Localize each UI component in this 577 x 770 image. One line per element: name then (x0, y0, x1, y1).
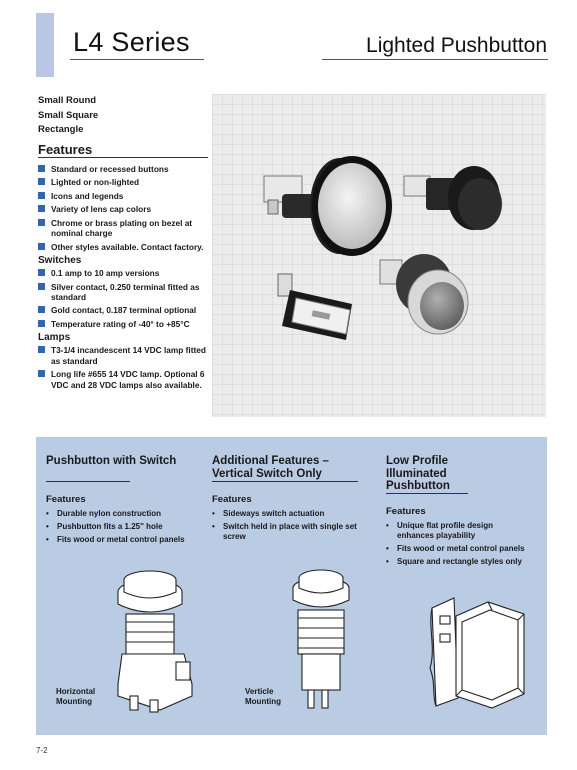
column-title-rule (386, 493, 468, 494)
page-number: 7-2 (36, 746, 48, 755)
column-features-heading: Features (46, 494, 86, 505)
list-item: Gold contact, 0.187 terminal optional (38, 305, 210, 315)
bullet-icon (38, 178, 45, 185)
list-item: Chrome or brass plating on bezel at nominal charge (38, 218, 210, 239)
column-features-block (46, 509, 206, 548)
lamps-heading: Lamps (38, 332, 71, 344)
list-item: Other styles available. Contact factory. (38, 242, 210, 252)
low-profile-drawing (426, 588, 536, 718)
bullet-icon (38, 306, 45, 313)
features-block (38, 164, 210, 393)
list-item: Temperature rating of -40° to +85°C (38, 319, 210, 329)
bullet-icon (38, 219, 45, 226)
list-item: • Switch held in place with single set screw (212, 522, 372, 542)
column-features-heading: Features (386, 506, 426, 517)
list-item: Long life #655 14 VDC lamp. Optional 6 VDC and 28 VDC lamps also available. (38, 369, 210, 390)
list-item: • Pushbutton fits a 1.25" hole (46, 522, 206, 532)
features-heading: Features (38, 142, 93, 157)
lamps-list (38, 345, 210, 389)
list-item: • Durable nylon construction (46, 509, 206, 519)
bullet-icon (38, 346, 45, 353)
list-item: Icons and legends (38, 191, 210, 201)
list-item: • Fits wood or metal control panels (46, 535, 206, 545)
bullet-icon (38, 269, 45, 276)
series-title: L4 Series (73, 27, 190, 57)
bullet-icon (38, 165, 45, 172)
column-title-rule (212, 481, 358, 482)
style-item: Small Round (38, 95, 97, 106)
product-title: Lighted Pushbutton (366, 34, 547, 57)
switches-list (38, 268, 210, 329)
column-title-vertical-switch: Additional Features – Vertical Switch Only (212, 455, 329, 480)
style-list (38, 94, 98, 138)
bullet-icon (38, 205, 45, 212)
list-item: Variety of lens cap colors (38, 204, 210, 214)
list-item: • Square and rectangle styles only (386, 557, 526, 567)
column-features-list (212, 509, 372, 542)
horizontal-mounting-label: Horizontal Mounting (56, 687, 96, 706)
product-title-rule (322, 59, 548, 60)
switches-heading: Switches (38, 255, 82, 267)
column-title-low-profile: Low Profile Illuminated Pushbutton (386, 455, 450, 492)
column-title-rule (46, 481, 130, 482)
style-item: Rectangle (38, 124, 84, 135)
horizontal-mount-drawing (100, 566, 210, 721)
list-item: • Unique flat profile design enhances playability (386, 521, 526, 541)
list-item: • Sideways switch actuation (212, 509, 372, 519)
list-item: 0.1 amp to 10 amp versions (38, 268, 210, 278)
bullet-icon (38, 243, 45, 250)
column-title-pushbutton-switch: Pushbutton with Switch (46, 455, 177, 467)
product-photo (212, 94, 546, 417)
bullet-icon (38, 192, 45, 199)
list-item: T3-1/4 incandescent 14 VDC lamp fitted as standard (38, 345, 210, 366)
bullet-icon (38, 283, 45, 290)
list-item: Silver contact, 0.250 terminal fitted as standard (38, 282, 210, 303)
column-features-block (386, 521, 526, 570)
column-features-list (46, 509, 206, 545)
series-title-rule (70, 59, 204, 60)
list-item: Standard or recessed buttons (38, 164, 210, 174)
column-features-list (386, 521, 526, 567)
bullet-icon (38, 320, 45, 327)
list-item: • Fits wood or metal control panels (386, 544, 526, 554)
features-list (38, 164, 210, 252)
style-item: Small Square (38, 109, 99, 121)
list-item: Lighted or non-lighted (38, 177, 210, 187)
column-features-block (212, 509, 372, 545)
column-features-heading: Features (212, 494, 252, 505)
bullet-icon (38, 370, 45, 377)
features-rule (38, 157, 208, 158)
header-accent-bar (36, 13, 54, 77)
vertical-mounting-label: Verticle Mounting (245, 687, 281, 706)
